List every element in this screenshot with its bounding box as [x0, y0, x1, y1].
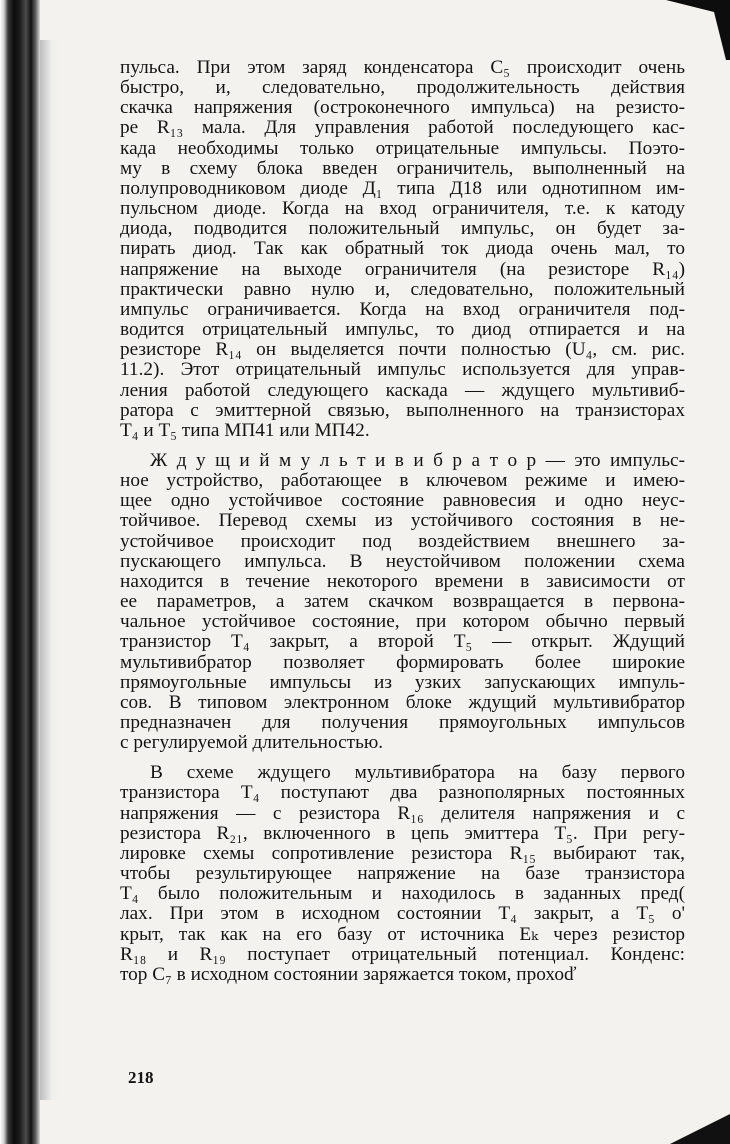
text-line: T₄ и T₅ типа МП41 или МП42. [120, 419, 370, 441]
text-line: сов. В типовом электронном блоке ждущий мультивибратор [120, 691, 685, 713]
text-line: пускающего импульса. В неустойчивом положении схема [120, 550, 685, 572]
text-line: мультивибратор позволяет формировать более широкие [120, 651, 685, 673]
text-line: ее параметров, а затем скачком возвращается в первона- [120, 591, 685, 613]
text-line: импульс ограничивается. Когда на вход ограничителя под- [120, 298, 685, 320]
text-line: лах. При этом в исходном состоянии T₄ закрыт, а T₅ о' [120, 903, 685, 925]
text-line: пирать диод. Так как обратный ток диода очень мал, то [120, 238, 685, 260]
text-line: ратора с эмиттерной связью, выполненного на транзисторах [120, 399, 685, 421]
text-line: Ж д у щ и й м у л ь т и в и б р а т о р — это импульс- [150, 449, 685, 471]
text-line: полупроводниковом диоде Д₁ типа Д18 или однотипном им- [120, 177, 685, 199]
text-line: резисторе R₁₄ он выделяется почти полностью (U₄, см. рис. [120, 339, 685, 361]
text-line: чтобы результирующее напряжение на базе транзистора [120, 863, 685, 885]
text-line: предназначен для получения прямоугольных импульсов [120, 712, 685, 733]
page-corner-shadow-top [650, 0, 730, 60]
paragraph-1 [120, 58, 685, 441]
page-corner-shadow-bottom [670, 1114, 730, 1144]
text-line: тойчивое. Перевод схемы из устойчивого состояния в не- [120, 510, 685, 532]
text-line: ное устройство, работающее в ключевом режиме и имею- [120, 470, 685, 492]
text-line: ления работой следующего каскада — ждущего мультивиб- [120, 379, 685, 401]
page-text-block [120, 58, 685, 985]
text-line: напряжение на выходе ограничителя (на резисторе R₁₄) [120, 258, 685, 280]
text-line: прямоугольные импульсы из узких запускающих импуль- [120, 671, 685, 693]
text-line: транзистор T₄ закрыт, а второй T₅ — открыт. Ждущий [120, 631, 685, 653]
text-line: лировке схемы сопротивление резистора R₁₅ выбирают так, [120, 842, 685, 864]
text-line: пульсном диоде. Когда на вход ограничителя, т.е. к катоду [120, 198, 685, 220]
text-line: резистора R₂₁, включенного в цепь эмиттера T₅. При регу- [120, 822, 685, 844]
text-line: чальное устойчивое состояние, при котором обычно первый [120, 611, 685, 633]
text-line: T₄ было положительным и находилось в заданных пред( [120, 883, 685, 905]
text-line: R₁₈ и R₁₉ поступает отрицательный потенциал. Конденс: [120, 943, 685, 965]
text-line: му в схему блока введен ограничитель, выполненный на [120, 157, 685, 179]
paragraph-2 [120, 451, 685, 753]
book-spine-shadow [0, 0, 40, 1144]
text-line: быстро, и, следовательно, продолжительность действия [120, 77, 685, 99]
text-line: ре R₁₃ мала. Для управления работой последующего кас- [120, 117, 685, 139]
paragraph-3 [120, 763, 685, 985]
text-line: крыт, так как на его базу от источника Eₖ через резистор [120, 923, 685, 945]
text-line: практически равно нулю и, следовательно, положительный [120, 278, 685, 300]
text-line: находится в течение некоторого времени в зависимости от [120, 570, 685, 592]
text-line: щее одно устойчивое состояние равновесия и одно неус- [120, 490, 685, 512]
page-number: 218 [128, 1068, 154, 1087]
text-line: диода, подводится положительный импульс, он будет за- [120, 218, 685, 240]
text-line: с регулируемой длительностью. [120, 732, 384, 754]
text-line: 11.2). Этот отрицательный импульс используется для управ- [120, 359, 685, 381]
text-line: водится отрицательный импульс, то диод отпирается и на [120, 319, 685, 341]
text-line: устойчивое происходит под воздействием внешнего за- [120, 530, 685, 552]
text-line: скачка напряжения (остроконечного импульса) на резисто- [120, 97, 685, 119]
text-line: пульса. При этом заряд конденсатора C₅ происходит очень [120, 57, 685, 78]
text-line: транзистора T₄ поступают два разнополярных постоянных [120, 782, 685, 804]
text-line: тор C₇ в исходном состоянии заряжается током, прохоď [120, 963, 577, 985]
text-line: В схеме ждущего мультивибратора на базу первого [150, 762, 685, 784]
gutter-shadow [40, 40, 60, 1100]
text-line: напряжения — с резистора R₁₆ делителя напряжения и с [120, 802, 685, 824]
text-line: када необходимы только отрицательные импульсы. Поэто- [120, 137, 685, 159]
